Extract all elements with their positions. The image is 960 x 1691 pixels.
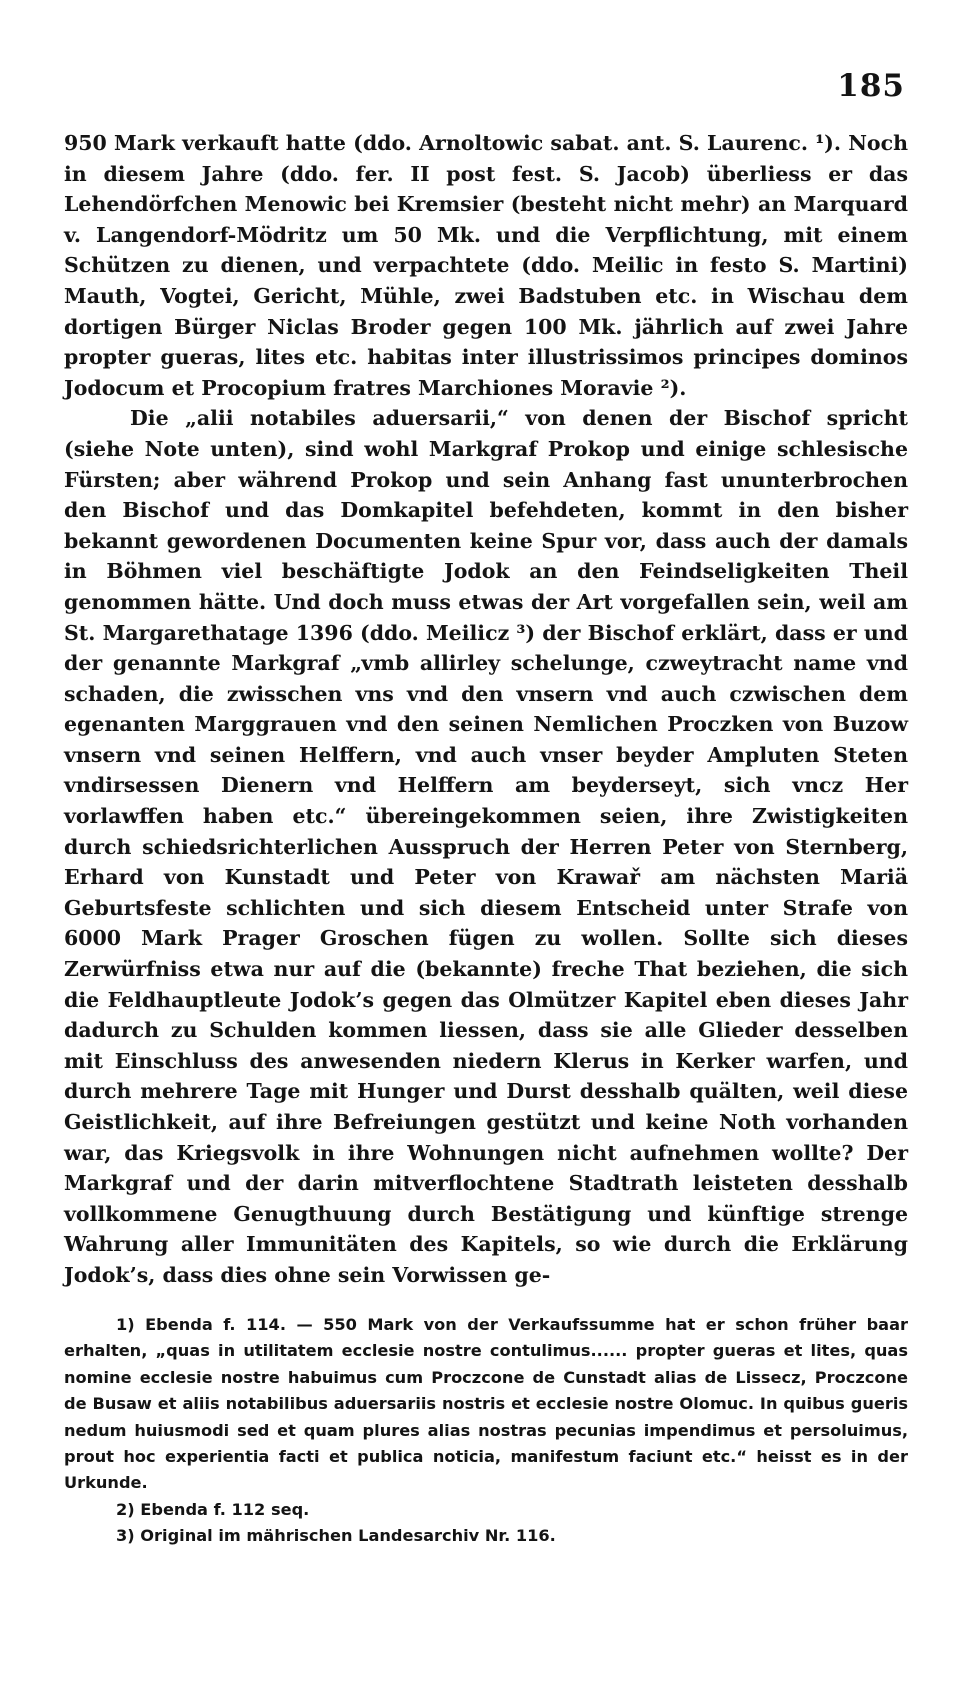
footnote-1: 1) Ebenda f. 114. — 550 Mark von der Verkaufssumme hat er schon früher baar erhalten, „quas in utilitatem ecclesie nostre contulimus...... propter gueras et lites, quas nomine ecclesie nostre habuimus cum Proczcone de Cunstadt alias de Lissecz, Proczcone de Busaw et aliis notabilibus aduersariis nostris et ecclesie nostre Olomuc. In quibus gueris nedum huiusmodi sed et quam plures alias nostras pecunias impendimus et persoluimus, prout hoc experientia facti et publica noticia, manifestum faciunt etc.“ heisst es in der Urkunde. xyxy=(64,1315,908,1493)
footnote-2: 2) Ebenda f. 112 seq. xyxy=(116,1499,310,1519)
footnote-3: 3) Original im mährischen Landesarchiv Nr. 116. xyxy=(116,1526,556,1546)
footnotes xyxy=(64,1312,908,1550)
paragraph-continuation: 950 Mark verkauft hatte (ddo. Arnoltowic sabat. ant. S. Laurenc. ¹). Noch in diesem Jahre (ddo. fer. II post fest. S. Jacob) überliess er das Lehendörfchen Menowic bei Kremsier (besteht nicht mehr) an Marquard v. Langendorf-Mödritz um 50 Mk. und die Verpflichtung, mit einem Schützen zu dienen, und verpachtete (ddo. Meilic in festo S. Martini) Mauth, Vogtei, Gericht, Mühle, zwei Badstuben etc. in Wischau dem dortigen Bürger Niclas Broder gegen 100 Mk. jährlich auf zwei Jahre propter gueras, lites etc. habitas inter illustrissimos principes dominos Jodocum et Procopium fratres Marchiones Moravie ²). xyxy=(64,131,908,400)
paragraph-prokop: Die „alii notabiles aduersarii,“ von denen der Bischof spricht (siehe Note unten), sind wohl Markgraf Prokop und einige schlesische Fürsten; aber während Prokop und sein Anhang fast ununterbrochen den Bischof und das Domkapitel befehdeten, kommt in den bisher bekannt gewordenen Documenten keine Spur vor, dass auch der damals in Böhmen viel beschäftigte Jodok an den Feindseligkeiten Theil genommen hätte. Und doch muss etwas der Art vorgefallen sein, weil am St. Margarethatage 1396 (ddo. Meilicz ³) der Bischof erklärt, dass er und der genannte Markgraf „vmb allirley schelunge, czweytracht name vnd schaden, die zwisschen vns vnd den vnsern vnd auch czwischen dem egenanten Marggrauen vnd den seinen Nemlichen Proczken von Buzow vnsern vnd seinen Helffern, vnd auch vnser beyder Ampluten Steten vndirsessen Dienern vnd Helffern am beyderseyt, sich vncz Her vorlawffen haben etc.“ übereingekommen seien, ihre Zwistigkeiten durch schiedsrichterlichen Ausspruch der Herren Peter von Sternberg, Erhard von Kunstadt und Peter von Krawař am nächsten Mariä Geburtsfeste schlichten und sich diesem Entscheid unter Strafe von 6000 Mark Prager Groschen fügen zu wollen. Sollte sich dieses Zerwürfniss etwa nur auf die (bekannte) freche That beziehen, die sich die Feldhauptleute Jodok’s gegen das Olmützer Kapitel eben dieses Jahr dadurch zu Schulden kommen liessen, dass sie alle Glieder desselben mit Einschluss des anwesenden niedern Klerus in Kerker warfen, und durch mehrere Tage mit Hunger und Durst desshalb quälten, weil diese Geistlichkeit, auf ihre Befreiungen gestützt und keine Noth vorhanden war, das Kriegsvolk in ihre Wohnungen nicht aufnehmen wollte? Der Markgraf und der darin mitverflochtene Stadtrath leisteten desshalb vollkommene Genugthuung durch Bestätigung und künftige strenge Wahrung aller Immunitäten des Kapitels, so wie durch die Erklärung Jodok’s, dass dies ohne sein Vorwissen ge- xyxy=(64,406,908,1287)
page-number: 185 xyxy=(837,68,905,104)
main-text xyxy=(64,128,908,1291)
